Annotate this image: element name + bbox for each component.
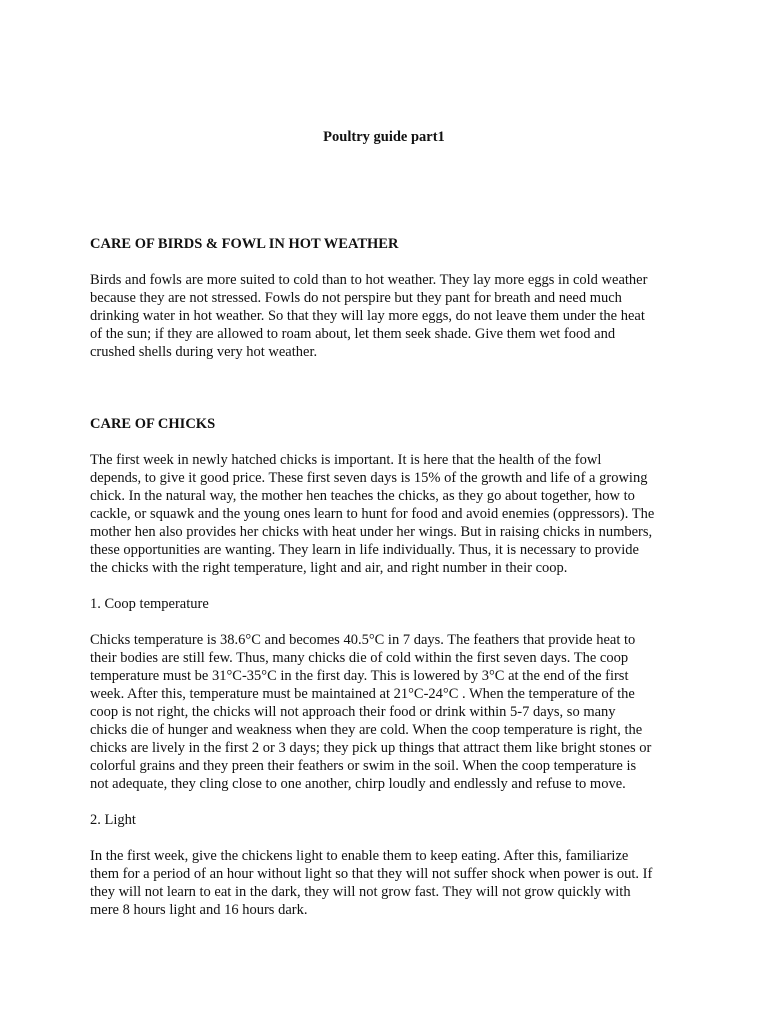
text-line: crushed shells during very hot weather. xyxy=(90,344,318,360)
text-line: of the sun; if they are allowed to roam about, let them seek shade. Give them wet food and xyxy=(90,326,616,342)
text-line: Chicks temperature is 38.6°C and becomes 40.5°C in 7 days. The feathers that provide heat to xyxy=(90,632,636,648)
document-title: Poultry guide part1 xyxy=(323,129,445,145)
text-line: chicks are lively in the first 2 or 3 days; they pick up things that attract them like bright stones or xyxy=(90,740,652,756)
text-line: chick. In the natural way, the mother hen teaches the chicks, as they go about together, how to xyxy=(90,488,635,504)
text-line: mere 8 hours light and 16 hours dark. xyxy=(90,902,308,918)
spacer xyxy=(90,829,676,847)
paragraph-light xyxy=(90,847,676,919)
document-body xyxy=(90,235,676,919)
text-line: drinking water in hot weather. So that they will lay more eggs, do not leave them under the heat xyxy=(90,308,645,324)
spacer xyxy=(90,361,676,397)
spacer xyxy=(90,397,676,415)
text-line: colorful grains and they preen their feathers or swim in the soil. When the coop temperature is xyxy=(90,758,637,774)
section-heading-chicks: CARE OF CHICKS xyxy=(90,416,216,432)
text-line: these opportunities are wanting. They learn in life individually. Thus, it is necessary to provide xyxy=(90,542,639,558)
text-line: Birds and fowls are more suited to cold than to hot weather. They lay more eggs in cold weather xyxy=(90,272,648,288)
spacer xyxy=(90,613,676,631)
spacer xyxy=(90,577,676,595)
text-line: The first week in newly hatched chicks is important. It is here that the health of the fowl xyxy=(90,452,602,468)
paragraph-chicks-intro xyxy=(90,451,676,577)
text-line: not adequate, they cling close to one another, chirp loudly and endlessly and refuse to move. xyxy=(90,776,626,792)
text-line: they will not learn to eat in the dark, they will not grow fast. They will not grow quickly with xyxy=(90,884,631,900)
text-line: mother hen also provides her chicks with heat under her wings. But in raising chicks in numbers, xyxy=(90,524,653,540)
text-line: their bodies are still few. Thus, many chicks die of cold within the first seven days. The coop xyxy=(90,650,629,666)
text-line: depends, to give it good price. These first seven days is 15% of the growth and life of a growing xyxy=(90,470,648,486)
text-line: coop is not right, the chicks will not approach their food or drink within 5-7 days, so many xyxy=(90,704,616,720)
spacer xyxy=(90,253,676,271)
text-line: temperature must be 31°C-35°C in the first day. This is lowered by 3°C at the end of the first xyxy=(90,668,629,684)
text-line: chicks die of hunger and weakness when they are cold. When the coop temperature is right, the xyxy=(90,722,643,738)
section-heading-hot-weather: CARE OF BIRDS & FOWL IN HOT WEATHER xyxy=(90,236,399,252)
subheading-text: 1. Coop temperature xyxy=(90,596,209,612)
text-line: week. After this, temperature must be maintained at 21°C-24°C . When the temperature of the xyxy=(90,686,635,702)
text-line: cackle, or squawk and the young ones learn to hunt for food and avoid enemies (oppressors). The xyxy=(90,506,655,522)
subheading-text: 2. Light xyxy=(90,812,136,828)
spacer xyxy=(90,433,676,451)
subheading-coop-temperature xyxy=(90,595,676,613)
paragraph-hot-weather xyxy=(90,271,676,361)
text-line: them for a period of an hour without light so that they will not suffer shock when power is out. If xyxy=(90,866,653,882)
text-line: In the first week, give the chickens light to enable them to keep eating. After this, familiarize xyxy=(90,848,629,864)
text-line: the chicks with the right temperature, light and air, and right number in their coop. xyxy=(90,560,568,576)
text-line: because they are not stressed. Fowls do not perspire but they pant for breath and need much xyxy=(90,290,622,306)
spacer xyxy=(90,793,676,811)
subheading-light xyxy=(90,811,676,829)
paragraph-coop-temperature xyxy=(90,631,676,793)
